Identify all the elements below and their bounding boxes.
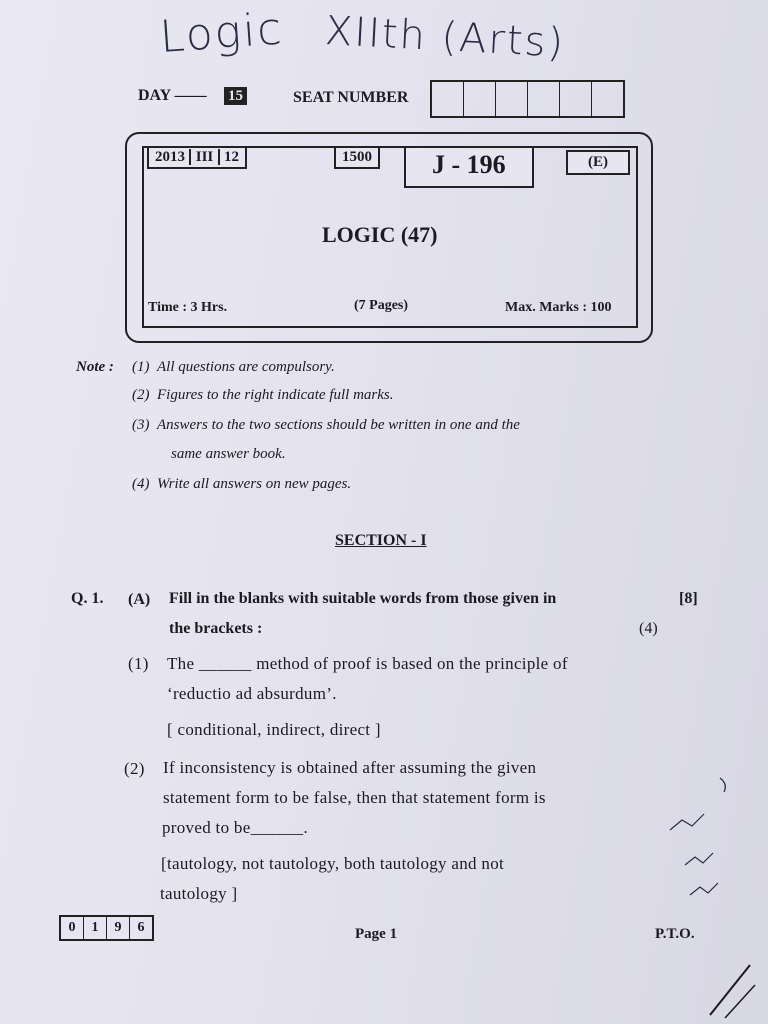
note-item: (4) Write all answers on new pages.	[132, 476, 352, 492]
note-item: (1) All questions are compulsory.	[132, 359, 335, 375]
note-item-continued: same answer book.	[171, 446, 286, 462]
seat-number-boxes	[430, 80, 625, 118]
corner-pen-stroke	[700, 960, 760, 1020]
day-value: 15	[224, 87, 247, 105]
question-number: Q. 1.	[71, 590, 104, 607]
note-item: (3) Answers to the two sections should be written in one and the	[132, 417, 520, 433]
question-part-marks: (4)	[639, 620, 658, 637]
paper-code: J - 196	[404, 146, 534, 188]
item-text-continued: statement form to be false, then that statement form is	[163, 788, 546, 807]
item-text: If inconsistency is obtained after assuming the given	[163, 758, 537, 777]
item-options: [ conditional, indirect, direct ]	[167, 720, 381, 739]
item-text-continued: ‘reductio ad absurdum’.	[167, 684, 337, 703]
exam-title: LOGIC (47)	[322, 222, 438, 247]
seat-number-label: SEAT NUMBER	[293, 89, 409, 106]
exam-date-cell: 2013 III 12	[147, 146, 247, 169]
code-digit: 6	[137, 920, 145, 935]
question-total-marks: [8]	[679, 590, 698, 607]
max-marks: Max. Marks : 100	[505, 300, 612, 315]
question-part: (A)	[128, 591, 151, 608]
question-instruction: Fill in the blanks with suitable words from those given in	[169, 590, 557, 607]
page-number: Page 1	[355, 926, 398, 942]
section-title: SECTION - I	[335, 532, 427, 549]
handwritten-class: XIIth (Arts)	[323, 8, 567, 67]
item-text: The ______ method of proof is based on the principle of	[167, 654, 568, 673]
code-digit: 1	[84, 917, 107, 939]
day-label: DAY ——	[138, 87, 207, 104]
pen-scribble-marks	[650, 770, 750, 920]
pto-label: P.T.O.	[655, 926, 695, 942]
note-item: (2) Figures to the right indicate full marks.	[132, 387, 394, 403]
paper-code-boxes	[59, 915, 154, 941]
exam-duration: Time : 3 Hrs.	[148, 300, 228, 315]
item-options: [tautology, not tautology, both tautology and not	[161, 854, 505, 873]
note-label: Note :	[76, 359, 114, 375]
code-digit: 0	[61, 917, 84, 939]
item-number: (1)	[128, 654, 149, 673]
code-digit: 9	[107, 917, 130, 939]
exam-time-code: 1500	[334, 146, 380, 169]
item-text-continued: proved to be______.	[162, 818, 308, 837]
page-count: (7 Pages)	[354, 298, 409, 313]
item-options-continued: tautology ]	[160, 884, 238, 903]
item-number: (2)	[124, 759, 145, 778]
language-code: (E)	[566, 150, 630, 175]
question-instruction-continued: the brackets :	[169, 620, 263, 637]
handwritten-subject: Logic	[158, 3, 285, 63]
